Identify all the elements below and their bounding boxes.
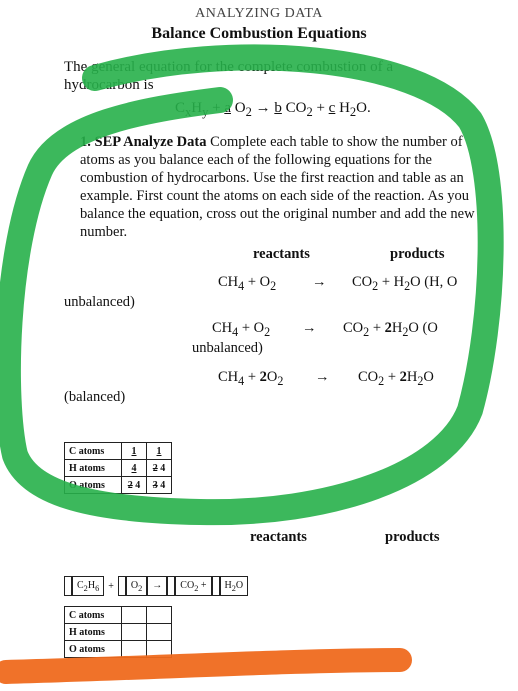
page-title: Balance Combustion Equations bbox=[151, 25, 367, 42]
reactant-count: 2 4 bbox=[122, 477, 147, 494]
exercise-arrow: → bbox=[147, 576, 167, 596]
example-step2-note-b: unbalanced) bbox=[192, 340, 263, 356]
exercise-products-header: products bbox=[385, 529, 440, 545]
reactant-count: 1 bbox=[122, 443, 147, 460]
exercise-term-o2: $O_2$ bbox=[126, 576, 147, 596]
orange-marker-stroke bbox=[6, 660, 400, 672]
green-marker-loop bbox=[8, 57, 491, 512]
example-step2-products: $CO_2 + 2H_2O$ (O bbox=[343, 320, 438, 339]
row-label: O atoms bbox=[65, 641, 122, 658]
example-step1-note-b: unbalanced) bbox=[64, 294, 135, 310]
row-label: C atoms bbox=[65, 443, 122, 460]
reactants-header: reactants bbox=[253, 246, 310, 262]
products-header: products bbox=[390, 246, 445, 262]
row-label: H atoms bbox=[65, 460, 122, 477]
intro-text: The general equation for the complete combustion of a hydrocarbon is bbox=[64, 59, 394, 93]
example-step2-reactants: $CH_4 + O_2$ bbox=[212, 320, 271, 339]
row-label: C atoms bbox=[65, 607, 122, 624]
product-count: 2 4 bbox=[147, 460, 172, 477]
example-step3-note-b: (balanced) bbox=[64, 389, 126, 405]
example-step1-reactants: $CH_4 + O_2$ bbox=[218, 274, 277, 293]
example-step1-note-a: (H, O bbox=[424, 274, 458, 290]
plus-sign: + bbox=[108, 580, 114, 592]
product-count: 1 bbox=[147, 443, 172, 460]
section-kicker: ANALYZING DATA bbox=[195, 6, 323, 21]
exercise-reactants-header: reactants bbox=[250, 529, 307, 545]
general-equation: $C_xH_y + a$ $O_2 \to b$ $CO_2 + c$ $H_2O$. bbox=[175, 100, 371, 119]
row-label: O atoms bbox=[65, 477, 122, 494]
example-step1-products: $CO_2 + H_2O$ (H, O bbox=[352, 274, 458, 293]
example-step3-products: $CO_2 + 2H_2O$ bbox=[358, 369, 434, 388]
example-step2-note-a: (O bbox=[422, 320, 438, 336]
row-label: H atoms bbox=[65, 624, 122, 641]
example-step2-arrow: → bbox=[302, 320, 317, 336]
question-number: 1. bbox=[80, 134, 91, 150]
example-step3-reactants: $CH_4 + 2O_2$ bbox=[218, 369, 284, 388]
reactant-count: 4 bbox=[122, 460, 147, 477]
example-step1-arrow: → bbox=[312, 274, 327, 290]
product-count: 3 4 bbox=[147, 477, 172, 494]
exercise-term-h2o: $H_2O$ bbox=[220, 576, 249, 596]
exercise-term-co2: $CO_2$ + bbox=[175, 576, 211, 596]
example-step3-arrow: → bbox=[315, 369, 330, 385]
question-label: SEP Analyze Data bbox=[94, 134, 207, 150]
question-text: Complete each table to show the number of atoms as you balance each of the following equations for the combustion of hydrocarbons. Use the first reaction and table as an example. First count the atoms on each side of the reaction. As you balance the equation, cross out the original number and add the new number. bbox=[80, 134, 475, 240]
exercise-term-c2h6: $C_2H_6$ bbox=[72, 576, 104, 596]
